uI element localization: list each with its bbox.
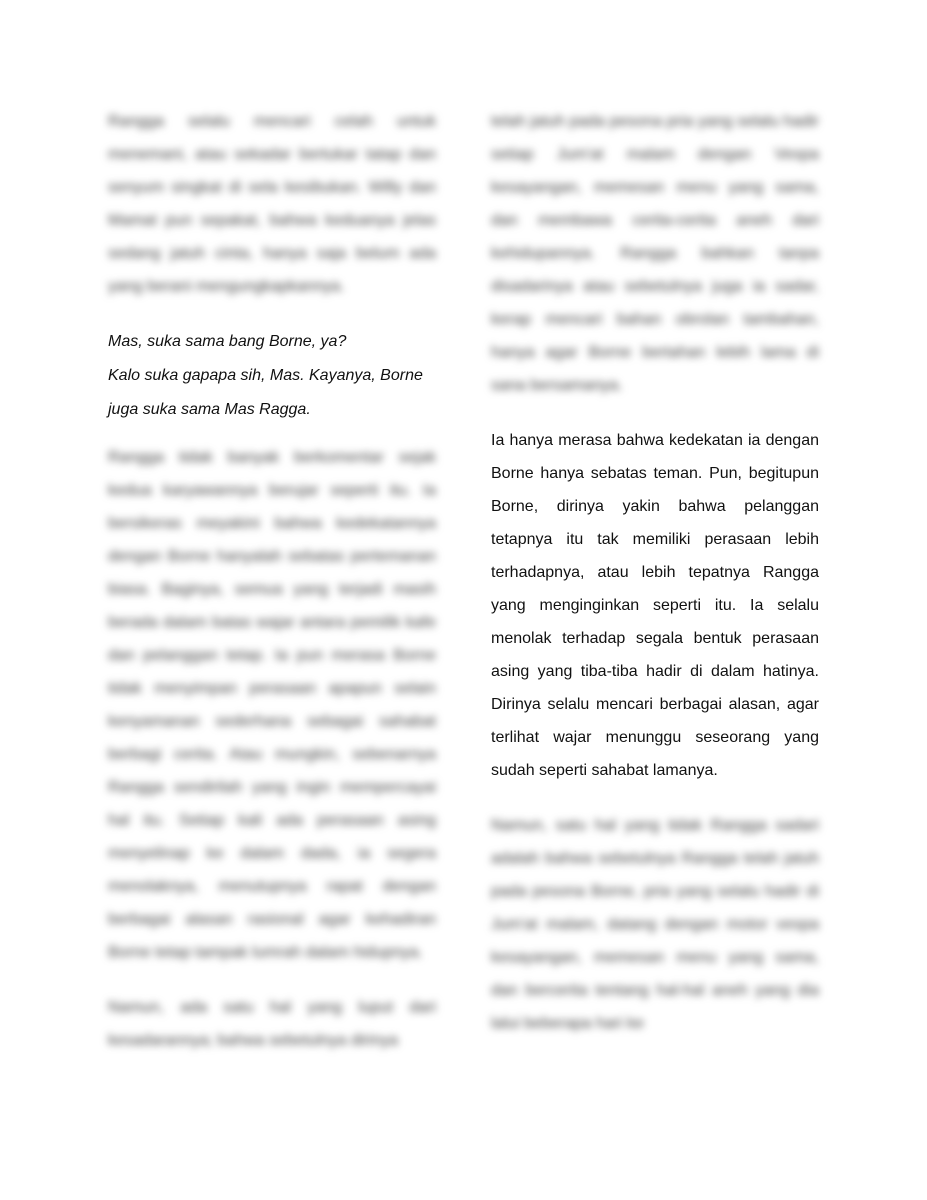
left-paragraph-3: Namun, ada satu hal yang luput dari kesadarannya; bahwa sebetulnya dirinya	[108, 999, 436, 1049]
right-paragraph-3: Namun, satu hal yang tidak Rangga sadari adalah bahwa sebetulnya Rangga telah jatuh pada pesona Borne, pria yang selalu hadir di Jum'at malam, datang dengan motor vespa kesayangan, memesan menu yang sama, dan bercerita tentang hal-hal aneh yang dia lalui beberapa hari ke	[491, 817, 819, 1032]
right-paragraph-1: telah jatuh pada pesona pria yang selalu hadir setiap Jum'at malam dengan Vespa kesayangan, memesan menu yang sama, dan membawa cerita-cerita aneh dari kehidupannya. Rangga bahkan tanpa disadarinya atau sebetulnya juga ia sadar, kerap mencari bahan obrolan tambahan, hanya agar Borne bertahan lebih lama di sana bersamanya.	[491, 113, 819, 394]
right-column	[491, 105, 819, 1062]
italic-line-3: juga suka sama Mas Ragga.	[108, 401, 311, 418]
left-column	[108, 105, 436, 1079]
italic-line-2: Kalo suka gapapa sih, Mas. Kayanya, Borne	[108, 367, 423, 384]
italic-dialogue	[108, 325, 436, 427]
left-paragraph-1: Rangga selalu mencari celah untuk menemani, atau sekadar bertukar tatap dan senyum singkat di sela kesibukan. Willy dan Mamat pun sepakat, bahwa keduanya jelas sedang jatuh cinta, hanya saja belum ada yang berani mengungkapkannya.	[108, 113, 436, 295]
right-paragraph-2: Ia hanya merasa bahwa kedekatan ia dengan Borne hanya sebatas teman. Pun, begitupun Borne, dirinya yakin bahwa pelanggan tetapnya itu tak memiliki perasaan lebih terhadapnya, atau lebih tepatnya Rangga yang menginginkan seperti itu. Ia selalu menolak terhadap segala bentuk perasaan asing yang tiba-tiba hadir di dalam hatinya. Dirinya selalu mencari berbagai alasan, agar terlihat wajar menunggu seseorang yang sudah seperti sahabat lamanya.	[491, 432, 819, 779]
left-paragraph-2: Rangga tidak banyak berkomentar sejak kedua karyawannya berujar seperti itu. Ia bersikeras meyakini bahwa kedekatannya dengan Borne hanyalah sebatas pertemanan biasa. Baginya, semua yang terjadi masih berada dalam batas wajar antara pemilik kafe dan pelanggan tetap. Ia pun merasa Borne tidak menyimpan perasaan apapun selain kenyamanan sederhana sebagai sahabat berbagi cerita. Atau mungkin, sebenarnya Rangga sendirilah yang ingin mempercayai hal itu. Setiap kali ada perasaan asing menyelinap ke dalam dada, ia segera menolaknya, menutupnya rapat dengan berbagai alasan rasional agar kehadiran Borne tetap tampak lumrah dalam hidupnya.	[108, 449, 436, 961]
italic-line-1: Mas, suka sama bang Borne, ya?	[108, 333, 347, 350]
